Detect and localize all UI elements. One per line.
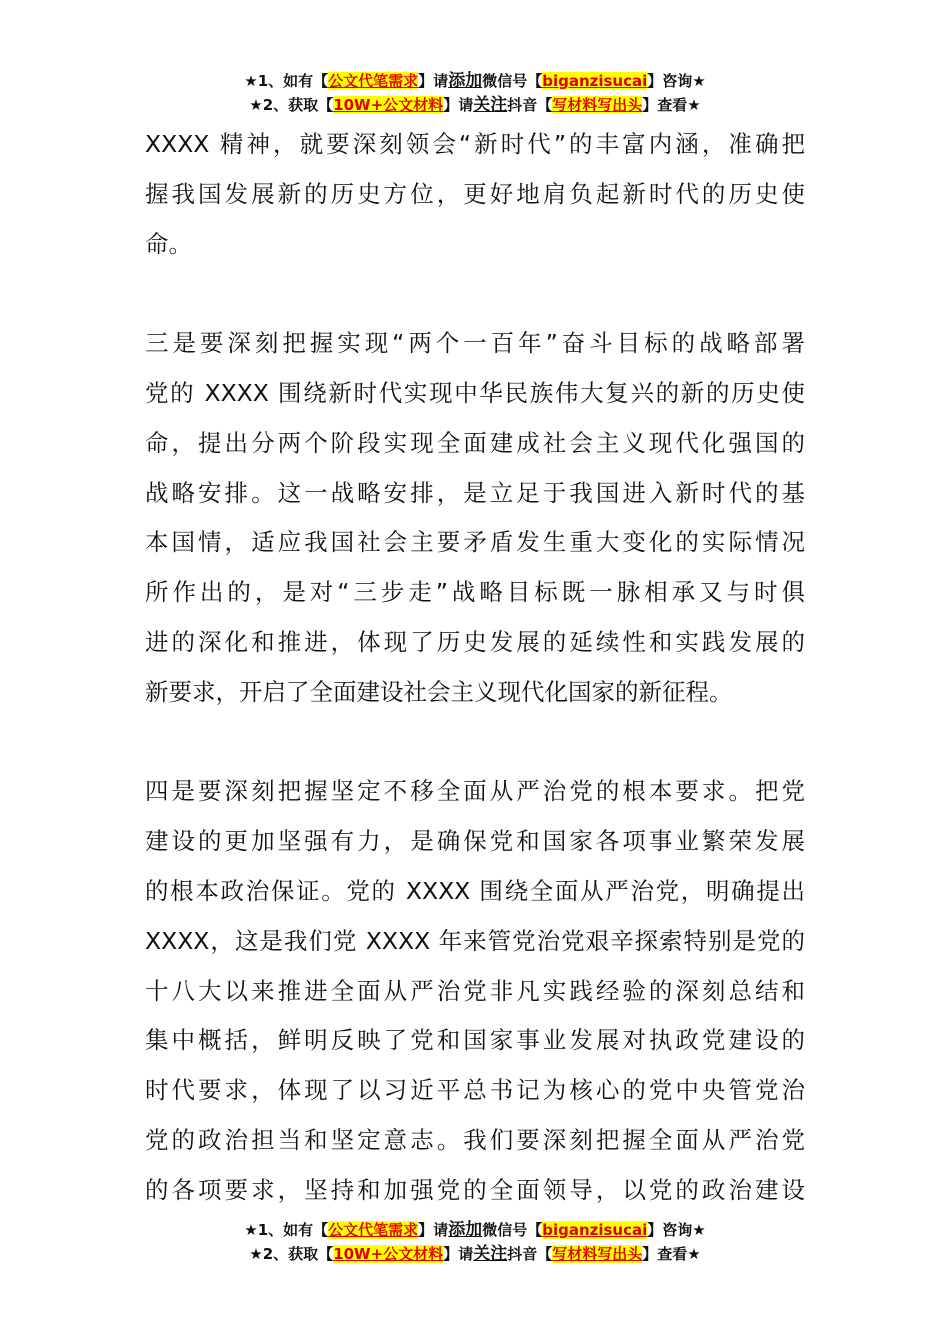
text-line: XXXX，这是我们党 XXXX 年来管党治党艰辛探索特别是党的: [145, 926, 805, 955]
banner-line-1: [0, 69, 950, 93]
banner-text: 抖音【: [507, 96, 553, 114]
emphasis-text: 关注: [473, 1244, 508, 1264]
banner-text: 抖音【: [507, 1245, 553, 1263]
text-line: 新要求，开启了全面建设社会主义现代化国家的新征程。: [145, 677, 733, 706]
header-banner: [0, 69, 950, 117]
douyin-id: 写材料写出头: [552, 1245, 643, 1263]
text-line: 四是要深刻把握坚定不移全面从严治党的根本要求。把党: [145, 777, 805, 806]
banner-text: 】请: [443, 96, 474, 114]
emphasis-text: 添加: [448, 71, 483, 91]
text-line: 建设的更加坚强有力，是确保党和国家各项事业繁荣发展: [145, 827, 805, 856]
text-line: 握我国发展新的历史方位，更好地肩负起新时代的历史使: [145, 179, 805, 208]
banner-text: 】请: [418, 1221, 449, 1239]
banner-text: 】咨询★: [647, 72, 706, 90]
banner-text: 】查看★: [642, 1245, 701, 1263]
text-line: 时代要求，体现了以习近平总书记为核心的党中央管党治: [145, 1076, 805, 1105]
text-line: XXXX 精神，就要深刻领会“新时代”的丰富内涵，准确把: [145, 130, 805, 158]
emphasis-text: 关注: [473, 95, 508, 115]
text-line: 集中概括，鲜明反映了党和国家事业发展对执政党建设的: [145, 1026, 805, 1055]
footer-banner: [0, 1218, 950, 1266]
banner-text: 】请: [418, 72, 449, 90]
highlight-text: 公文代笔需求: [328, 72, 419, 90]
text-line: 命。: [145, 229, 192, 258]
text-line: 十八大以来推进全面从严治党非凡实践经验的深刻总结和: [145, 976, 805, 1005]
banner-text: ★1、如有【: [244, 72, 329, 90]
banner-text: ★2、获取【: [249, 96, 334, 114]
paragraph-gap: [145, 269, 805, 319]
banner-text: 】咨询★: [647, 1221, 706, 1239]
banner-text: 】请: [443, 1245, 474, 1263]
banner-text: 】查看★: [642, 96, 701, 114]
paragraph: [145, 319, 805, 717]
douyin-id: 写材料写出头: [552, 96, 643, 114]
highlight-text: 10W+公文材料: [333, 1245, 444, 1263]
banner-text: ★1、如有【: [244, 1221, 329, 1239]
banner-line-2: [0, 1242, 950, 1266]
text-line: 的根本政治保证。党的 XXXX 围绕全面从严治党，明确提出: [145, 876, 805, 905]
banner-text: 微信号【: [482, 1221, 543, 1239]
paragraph: [145, 120, 805, 269]
wechat-id: biganzisucai: [542, 72, 648, 90]
text-line: 进的深化和推进，体现了历史发展的延续性和实践发展的: [145, 627, 805, 656]
paragraph-gap: [145, 718, 805, 768]
wechat-id: biganzisucai: [542, 1221, 648, 1239]
banner-text: 微信号【: [482, 72, 543, 90]
paragraph: [145, 767, 805, 1215]
banner-line-2: [0, 93, 950, 117]
text-line: 党的 XXXX 围绕新时代实现中华民族伟大复兴的新的历史使: [145, 378, 805, 407]
text-line: 本国情，适应我国社会主要矛盾发生重大变化的实际情况: [145, 528, 805, 557]
document-body: [145, 120, 805, 1216]
highlight-text: 10W+公文材料: [333, 96, 444, 114]
text-line: 所作出的，是对“三步走”战略目标既一脉相承又与时俱: [145, 578, 805, 607]
text-line: 党的政治担当和坚定意志。我们要深刻把握全面从严治党: [145, 1125, 805, 1154]
text-line: 战略安排。这一战略安排，是立足于我国进入新时代的基: [145, 478, 805, 507]
text-line: 的各项要求，坚持和加强党的全面领导，以党的政治建设: [145, 1175, 805, 1204]
emphasis-text: 添加: [448, 1220, 483, 1240]
banner-line-1: [0, 1218, 950, 1242]
text-line: 三是要深刻把握实现“两个一百年”奋斗目标的战略部署: [145, 329, 805, 358]
text-line: 命，提出分两个阶段实现全面建成社会主义现代化强国的: [145, 428, 805, 457]
banner-text: ★2、获取【: [249, 1245, 334, 1263]
highlight-text: 公文代笔需求: [328, 1221, 419, 1239]
